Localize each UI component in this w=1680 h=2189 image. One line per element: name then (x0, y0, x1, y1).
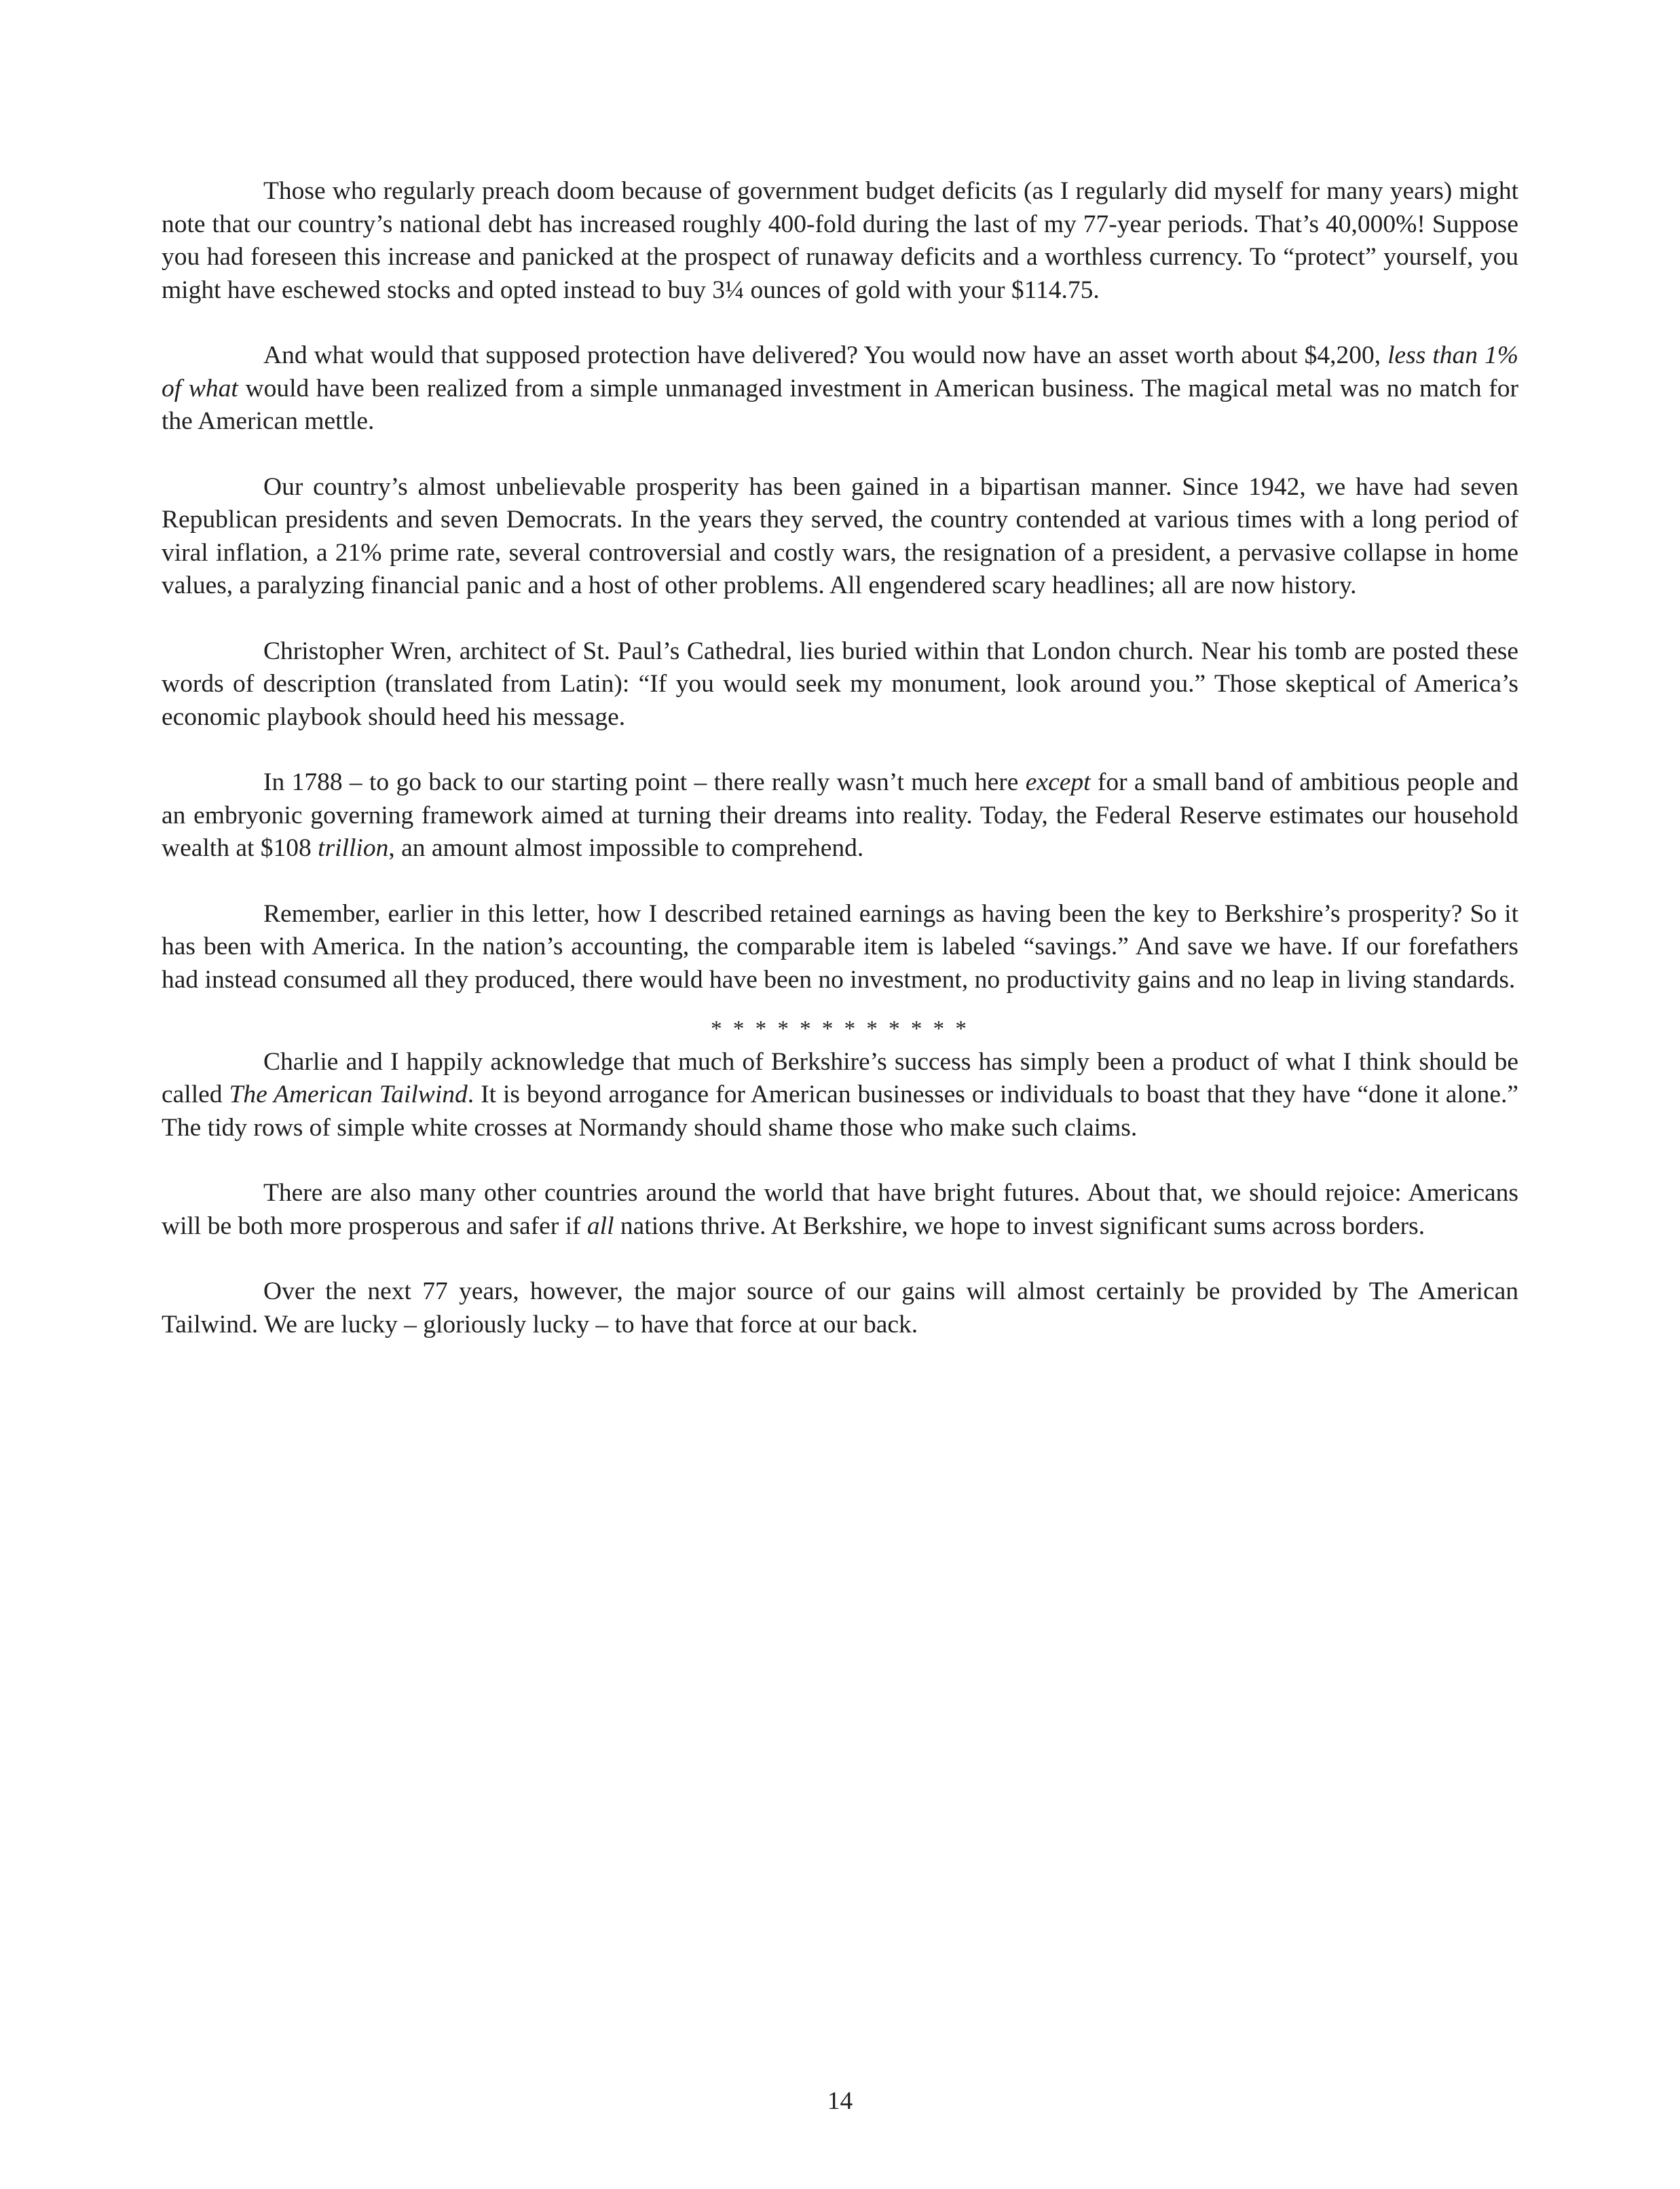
paragraph-6 (162, 898, 1518, 997)
text-run: Those who regularly preach doom because of government budget deficits (as I regularly did myself for many years) might note that our country’s national debt has increased roughly 400-fold during the last of my 77-year periods. That’s 40,000%! Suppose you had foreseen this increase and panicked at the prospect of runaway deficits and a worthless currency. To “protect” yourself, you might have eschewed stocks and opted instead to buy 3¼ ounces of gold with your $114.75. (162, 177, 1518, 304)
italic-text: except (1025, 768, 1091, 796)
text-run: There are also many other countries around the world that have bright futures. About that, we should rejoice: Americans will be both more prosperous and safer if (162, 1179, 1518, 1240)
paragraph-7 (162, 1046, 1518, 1145)
text-run: for a small band of ambitious people and an embryonic governing framework aimed at turning their dreams into reality. Today, the Federal Reserve estimates our household wealth at $108 (162, 768, 1518, 862)
text-run: . It is beyond arrogance for American businesses or individuals to boast that they have “done it alone.” The tidy rows of simple white crosses at Normandy should shame those who make such claims. (162, 1081, 1519, 1142)
paragraph-9 (162, 1275, 1518, 1341)
text-run: Remember, earlier in this letter, how I described retained earnings as having been the key to Berkshire’s prosperity? So it has been with America. In the nation’s accounting, the comparable item is labeled “savings.” And save we have. If our forefathers had instead consumed all they produced, there would have been no investment, no productivity gains and no leap in living standards. (162, 899, 1518, 994)
italic-text: trillion (318, 834, 389, 862)
text-run: would have been realized from a simple unmanaged investment in American business. The magical metal was no match for the American mettle. (162, 374, 1518, 435)
text-run: Our country’s almost unbelievable prosperity has been gained in a bipartisan manner. Since 1942, we have had seven Republican presidents and seven Democrats. In the years they served, the country contended at various times with a long period of viral inflation, a 21% prime rate, several controversial and costly wars, the resignation of a president, a pervasive collapse in home values, a paralyzing financial panic and a host of other problems. All engendered scary headlines; all are now history. (162, 472, 1518, 599)
italic-text: The American Tailwind (229, 1081, 468, 1108)
text-run: , an amount almost impossible to comprehend. (388, 834, 864, 862)
italic-text: less than 1% of what (162, 341, 1518, 403)
paragraph-5 (162, 766, 1518, 865)
text-run: nations thrive. At Berkshire, we hope to invest significant sums across borders. (614, 1212, 1425, 1240)
section-separator: * * * * * * * * * * * * (711, 1017, 969, 1041)
paragraph-3 (162, 471, 1518, 603)
letter-body (162, 175, 1518, 1341)
text-run: In 1788 – to go back to our starting point – there really wasn’t much here (263, 768, 1026, 796)
text-run: Christopher Wren, architect of St. Paul’s Cathedral, lies buried within that London church. Near his tomb are posted these words of description (translated from Latin): “If you would seek my monument, look around you.” Those skeptical of America’s economic playbook should heed his message. (162, 637, 1518, 731)
text-run: Charlie and I happily acknowledge that much of Berkshire’s success has simply been a product of what I think should be called (162, 1047, 1518, 1108)
italic-text: all (586, 1212, 614, 1240)
text-run: Over the next 77 years, however, the major source of our gains will almost certainly be provided by The American Tailwind. We are lucky – gloriously lucky – to have that force at our back. (162, 1277, 1518, 1339)
paragraph-1 (162, 175, 1518, 307)
page-number: 14 (827, 2087, 853, 2115)
text-run: And what would that supposed protection have delivered? You would now have an asset worth about $4,200, (263, 341, 1388, 369)
paragraph-2 (162, 339, 1518, 438)
paragraph-8 (162, 1177, 1518, 1243)
paragraph-4 (162, 635, 1518, 734)
